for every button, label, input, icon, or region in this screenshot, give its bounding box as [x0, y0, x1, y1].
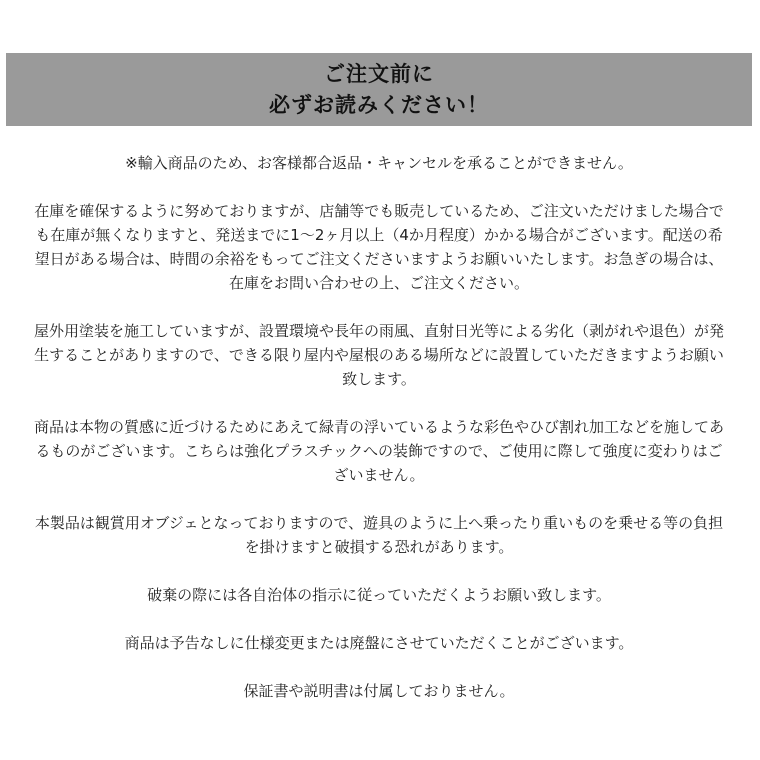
text-line: 在庫をお問い合わせの上、ご注文ください。	[228, 274, 529, 292]
text-line: 在庫を確保するように努めておりますが、店舗等でも販売しているため、ご注文いただけました場合で	[34, 202, 724, 220]
text-line: 破棄の際には各自治体の指示に従っていただくようお願い致します。	[147, 586, 611, 604]
paragraph-no-returns	[6, 151, 752, 175]
text-line: 望日がある場合は、時間の余裕をもってご注文くださいますようお願いいたします。お急ぎの場合は、	[34, 250, 724, 268]
paragraph-disposal	[6, 583, 752, 607]
text-line: 生することがありますので、できる限り屋内や屋根のある場所などに設置していただきますようお願い	[34, 346, 724, 364]
header-title-line-1: ご注文前に	[324, 61, 434, 86]
text-line: 商品は予告なしに仕様変更または廃盤にさせていただくことがございます。	[124, 634, 634, 652]
text-line: も在庫が無くなりますと、発送までに1～2ヶ月以上（4か月程度）かかる場合がございます。配送の希	[35, 226, 723, 244]
notice-body	[6, 151, 752, 727]
text-line: るものがございます。こちらは強化プラスチックへの装飾ですので、ご使用に際して強度に変わりはご	[35, 442, 723, 460]
notice-header	[6, 53, 752, 126]
paragraph-warranty	[6, 679, 752, 703]
text-line: 商品は本物の質感に近づけるためにあえて緑青の浮いているような彩色やひび割れ加工などを施してあ	[33, 418, 724, 436]
paragraph-ornamental-use	[6, 511, 752, 559]
paragraph-outdoor-paint	[6, 319, 752, 391]
text-line: 本製品は観賞用オブジェとなっておりますので、遊具のように上へ乗ったり重いものを乗せる等の負担	[34, 514, 724, 532]
text-line: ※輸入商品のため、お客様都合返品・キャンセルを承ることができません。	[125, 154, 633, 172]
text-line: 保証書や説明書は付属しておりません。	[243, 682, 515, 700]
paragraph-spec-change	[6, 631, 752, 655]
paragraph-stock	[6, 199, 752, 295]
text-line: 致します。	[342, 370, 416, 388]
header-title-line-2: 必ずお読みください！	[269, 92, 489, 117]
text-line: 屋外用塗装を施工していますが、設置環境や長年の雨風、直射日光等による劣化（剥がれや退色）が発	[33, 322, 724, 340]
text-line: を掛けますと破損する恐れがあります。	[244, 538, 514, 556]
text-line: ざいません。	[333, 466, 425, 484]
paragraph-finish	[6, 415, 752, 487]
